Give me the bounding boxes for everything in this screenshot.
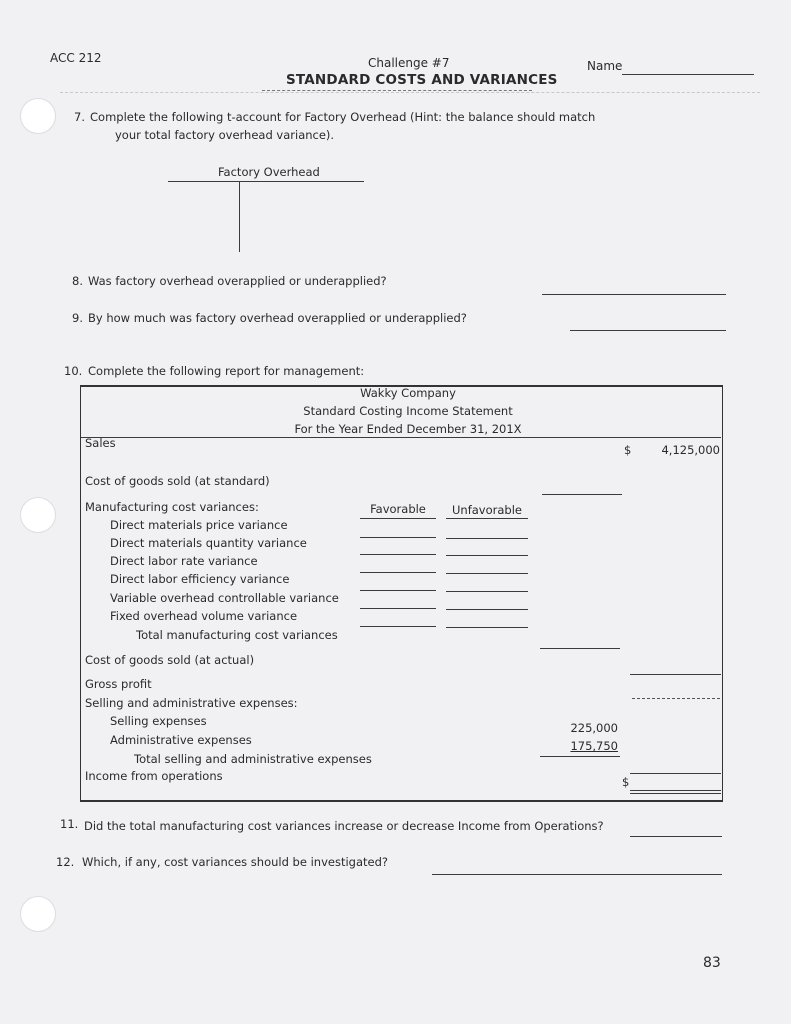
favorable-header-rule	[360, 518, 436, 519]
favorable-blank[interactable]	[360, 554, 436, 555]
q12-number: 12.	[56, 855, 75, 869]
unfavorable-header-rule	[446, 518, 528, 519]
income-ops-label: Income from operations	[85, 769, 223, 783]
sales-value: 4,125,000	[661, 443, 720, 457]
challenge-label: Challenge #7	[368, 56, 450, 70]
income-ops-double-line	[630, 793, 721, 794]
report-period: For the Year Ended December 31, 201X	[294, 422, 522, 436]
variance-label: Variable overhead controllable variance	[110, 591, 339, 605]
income-ops-line[interactable]	[630, 790, 721, 791]
q8-text: Was factory overhead overapplied or underapplied?	[88, 274, 387, 288]
course-code: ACC 212	[50, 51, 102, 65]
q9-number: 9.	[72, 311, 83, 325]
q9-answer-line[interactable]	[570, 330, 726, 331]
binder-hole-middle	[20, 497, 56, 533]
q10-number: 10.	[64, 364, 83, 378]
sales-label: Sales	[85, 436, 116, 450]
t-account-title: Factory Overhead	[218, 165, 320, 179]
admin-expenses-label: Administrative expenses	[110, 733, 252, 747]
selling-expenses-label: Selling expenses	[110, 714, 207, 728]
q9-text: By how much was factory overhead overapplied or underapplied?	[88, 311, 467, 325]
cogs-actual-line[interactable]	[630, 674, 721, 675]
page-number: 83	[703, 955, 721, 971]
favorable-blank[interactable]	[360, 572, 436, 573]
mfg-variances-heading: Manufacturing cost variances:	[85, 500, 259, 514]
selling-expenses-value: 225,000	[570, 721, 618, 735]
sga-heading: Selling and administrative expenses:	[85, 696, 298, 710]
variance-label: Direct labor rate variance	[110, 554, 258, 568]
cogs-standard-label: Cost of goods sold (at standard)	[85, 474, 270, 488]
report-header-rule	[81, 437, 721, 438]
binder-hole-top	[20, 98, 56, 134]
variance-label: Direct materials quantity variance	[110, 536, 307, 550]
q11-text: Did the total manufacturing cost variances increase or decrease Income from Operations?	[84, 819, 604, 833]
header-rule	[60, 92, 760, 93]
title-underline	[262, 90, 532, 91]
q7-number: 7.	[74, 110, 85, 124]
q11-number: 11.	[60, 817, 79, 831]
unfavorable-blank[interactable]	[446, 555, 528, 556]
admin-expenses-value: 175,750	[570, 739, 618, 753]
gross-profit-label: Gross profit	[85, 677, 152, 691]
total-sga-label: Total selling and administrative expenses	[134, 752, 372, 766]
total-sga-line[interactable]	[630, 773, 721, 774]
t-account-top	[168, 181, 364, 182]
favorable-blank[interactable]	[360, 608, 436, 609]
unfavorable-blank[interactable]	[446, 627, 528, 628]
q8-number: 8.	[72, 274, 83, 288]
q7-text-line2: your total factory overhead variance).	[115, 128, 335, 142]
q11-answer-line[interactable]	[630, 836, 722, 837]
name-label: Name	[587, 59, 623, 73]
favorable-blank[interactable]	[360, 626, 436, 627]
favorable-blank[interactable]	[360, 590, 436, 591]
favorable-blank[interactable]	[360, 537, 436, 538]
q7-text-line1: Complete the following t-account for Factory Overhead (Hint: the balance should match	[90, 110, 596, 124]
unfavorable-blank[interactable]	[446, 591, 528, 592]
total-variances-label: Total manufacturing cost variances	[136, 628, 338, 642]
binder-hole-bottom	[20, 896, 56, 932]
q10-text: Complete the following report for management:	[88, 364, 365, 378]
unfavorable-blank[interactable]	[446, 538, 528, 539]
t-account-stem	[239, 181, 240, 252]
admin-expenses-rule	[540, 756, 620, 757]
unfavorable-col-header: Unfavorable	[452, 503, 522, 517]
variance-label: Fixed overhead volume variance	[110, 609, 298, 623]
variance-label: Direct materials price variance	[110, 518, 288, 532]
cogs-standard-line[interactable]	[542, 494, 622, 495]
total-variances-line[interactable]	[540, 648, 620, 649]
unfavorable-blank[interactable]	[446, 573, 528, 574]
q8-answer-line[interactable]	[542, 294, 726, 295]
q12-text: Which, if any, cost variances should be investigated?	[82, 855, 388, 869]
unfavorable-blank[interactable]	[446, 609, 528, 610]
income-currency: $	[622, 775, 630, 789]
report-company: Wakky Company	[360, 386, 456, 400]
favorable-col-header: Favorable	[370, 502, 426, 516]
q12-answer-line[interactable]	[432, 874, 722, 875]
page-title: STANDARD COSTS AND VARIANCES	[286, 72, 558, 88]
name-field-line[interactable]	[622, 74, 754, 75]
variance-label: Direct labor efficiency variance	[110, 572, 290, 586]
report-statement-title: Standard Costing Income Statement	[303, 404, 513, 418]
sales-currency: $	[624, 443, 632, 457]
cogs-actual-label: Cost of goods sold (at actual)	[85, 653, 255, 667]
gross-profit-line[interactable]	[632, 698, 720, 699]
